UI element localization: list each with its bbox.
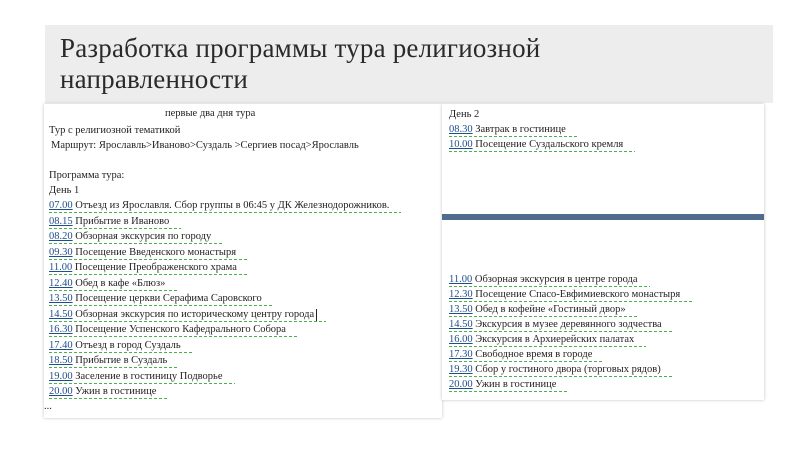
spellcheck-underline (449, 346, 646, 347)
schedule-time: 11.00 (449, 274, 473, 285)
schedule-text: Посещение Суздальского кремля (472, 139, 624, 150)
text-cursor (316, 309, 317, 321)
slide-title (60, 33, 760, 95)
schedule-item (449, 138, 623, 151)
schedule-time: 07.00 (49, 200, 73, 211)
schedule-text: Ужин в гостинице (472, 379, 557, 390)
schedule-item (49, 354, 167, 367)
spellcheck-underline (49, 336, 298, 337)
schedule-time: 08.30 (449, 124, 473, 135)
schedule-text: Обзорная экскурсия в центре города (472, 274, 638, 285)
spellcheck-underline (49, 228, 181, 229)
schedule-time: 11.00 (49, 262, 73, 273)
schedule-item (449, 303, 626, 316)
schedule-time: 09.30 (49, 246, 73, 258)
schedule-time: 20.00 (449, 379, 473, 390)
schedule-time: 13.50 (49, 293, 73, 304)
spellcheck-underline (449, 316, 638, 317)
spellcheck-underline (449, 331, 674, 332)
schedule-text: Посещение Введенского монастыря (72, 246, 237, 258)
document-caption: первые два дня тура (165, 108, 256, 119)
schedule-text: Посещение Спасо-Евфимиевского монастыря (472, 289, 681, 300)
schedule-item (49, 370, 223, 383)
schedule-time: 17.30 (449, 349, 473, 360)
schedule-item (49, 261, 237, 274)
schedule-time: 12.40 (49, 277, 73, 289)
slide-title-line-1: Разработка программы тура религиозной (60, 33, 541, 63)
spellcheck-underline (49, 212, 401, 213)
spellcheck-underline (449, 376, 673, 377)
spellcheck-underline (49, 383, 235, 384)
spellcheck-underline (49, 290, 177, 291)
schedule-item (449, 273, 638, 286)
schedule-time: 19.30 (449, 364, 473, 375)
schedule-time: 18.50 (49, 355, 73, 366)
spellcheck-underline (449, 301, 692, 302)
schedule-time: 14.50 (49, 308, 73, 320)
schedule-item (49, 277, 165, 290)
schedule-item (449, 123, 566, 136)
program-label: Программа тура: (49, 170, 125, 181)
spellcheck-underline (49, 367, 179, 368)
schedule-text: Экскурсия в музее деревянного зодчества (472, 319, 662, 330)
schedule-text: Обед в кафе «Блюз» (72, 277, 166, 289)
schedule-item (449, 363, 661, 376)
schedule-item (49, 199, 389, 212)
schedule-time: 08.15 (49, 215, 73, 227)
schedule-text: Экскурсия в Архиерейских палатах (472, 334, 635, 345)
tour-route: Маршрут: Ярославль>Иваново>Суздаль >Сергиев посад>Ярославль (51, 140, 359, 151)
schedule-time: 17.40 (49, 339, 73, 351)
schedule-text: Обед в кофейне «Гостиный двор» (472, 304, 626, 315)
schedule-time: 20.00 (49, 386, 73, 397)
schedule-text: Обзорная экскурсия по городу (72, 231, 212, 242)
spellcheck-underline (49, 305, 274, 306)
schedule-item (49, 323, 286, 336)
schedule-text: Завтрак в гостинице (472, 124, 566, 135)
schedule-text: Свободное время в городе (472, 349, 593, 360)
schedule-text: Прибытие в Суздаль (72, 355, 168, 366)
schedule-time: 10.00 (449, 139, 473, 150)
schedule-text: Сбор у гостиного двора (торговых рядов) (472, 364, 661, 375)
schedule-item (449, 348, 592, 361)
tour-intro: Тур с религиозной тематикой (49, 125, 181, 136)
spellcheck-underline (49, 398, 168, 399)
schedule-item (449, 378, 556, 391)
spellcheck-underline (449, 286, 650, 287)
spellcheck-underline (449, 361, 604, 362)
schedule-time: 16.00 (449, 334, 473, 345)
day-two-label: День 2 (449, 109, 480, 120)
spellcheck-underline (449, 391, 568, 392)
schedule-text: Заселение в гостиницу Подворье (72, 370, 223, 382)
schedule-item (49, 385, 156, 398)
schedule-text: Отъезд в город Суздаль (72, 339, 181, 351)
schedule-text: Прибытие в Иваново (72, 215, 170, 227)
schedule-item (49, 246, 236, 259)
ellipsis: ... (44, 401, 52, 412)
schedule-text: Обзорная экскурсия по историческому центру города (72, 308, 315, 320)
schedule-item (449, 333, 634, 346)
schedule-time: 16.30 (49, 324, 73, 335)
spellcheck-underline (49, 274, 249, 275)
spellcheck-underline (449, 136, 578, 137)
schedule-time: 12.30 (449, 289, 473, 300)
schedule-item (49, 292, 262, 305)
schedule-item (449, 318, 662, 331)
schedule-item (49, 339, 181, 352)
spellcheck-underline (449, 151, 635, 152)
slide-title-line-2: направленности (60, 64, 248, 94)
schedule-time: 08.20 (49, 231, 73, 242)
schedule-text: Ужин в гостинице (72, 386, 157, 397)
spellcheck-underline (49, 321, 326, 322)
day-one-label: День 1 (49, 185, 80, 196)
schedule-item (49, 308, 314, 321)
schedule-item (49, 230, 211, 243)
schedule-text: Посещение церкви Серафима Саровского (72, 293, 262, 304)
schedule-item (449, 288, 680, 301)
schedule-item (49, 215, 169, 228)
schedule-text: Посещение Преображенского храма (72, 262, 237, 273)
spellcheck-underline (49, 243, 223, 244)
page-separator-bar (442, 214, 764, 220)
schedule-text: Отъезд из Ярославля. Сбор группы в 06:45 у ДК Железнодорожников. (72, 200, 390, 211)
schedule-time: 19.00 (49, 370, 73, 382)
spellcheck-underline (49, 259, 248, 260)
schedule-time: 13.50 (449, 304, 473, 315)
spellcheck-underline (49, 352, 193, 353)
schedule-text: Посещение Успенского Кафедрального Собора (72, 324, 286, 335)
schedule-time: 14.50 (449, 319, 473, 330)
